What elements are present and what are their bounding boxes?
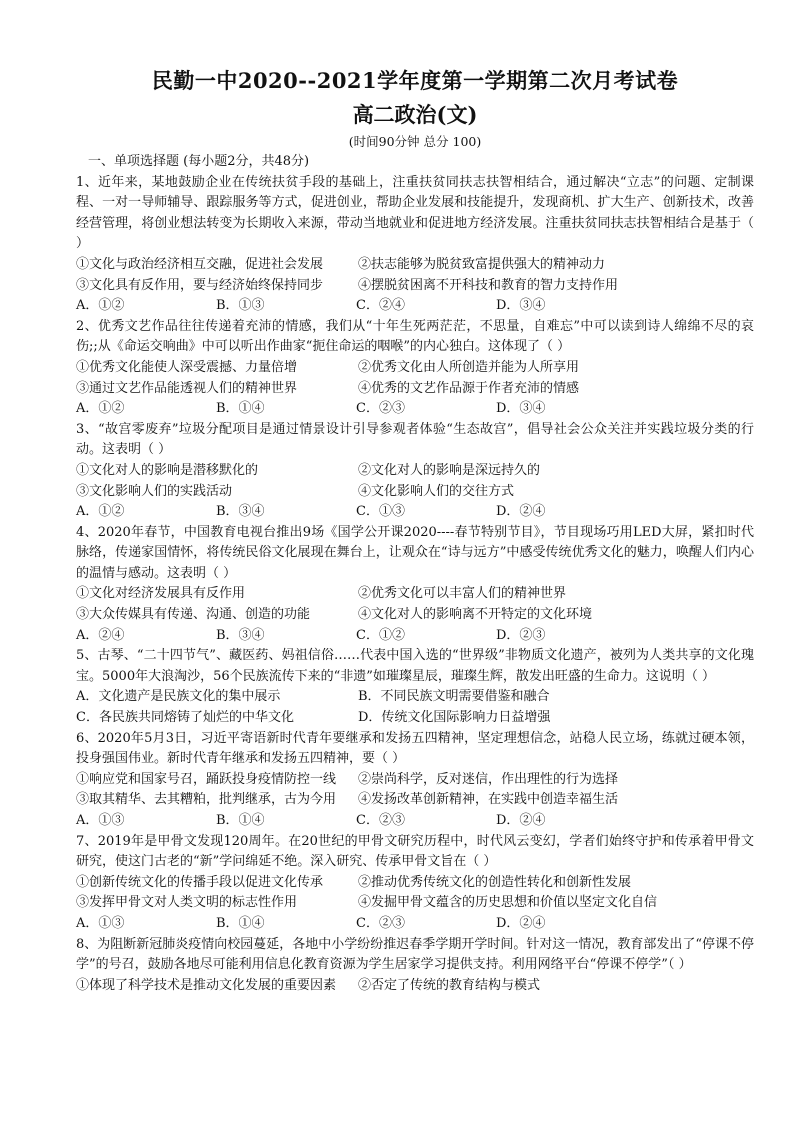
answer-choice: C．②③	[356, 813, 405, 828]
option: A．文化遗产是民族文化的集中展示	[76, 689, 281, 705]
question-stem: 1、近年来，某地鼓励企业在传统扶贫手段的基础上，注重扶贫同扶志扶智相结合，通过解决“立志”的问题、定制课程、一对一导师辅导、跟踪服务等方式，促进创业，帮助企业发展和技能提升，发现商机、扩大生产、创新技术，改善经营管理，将创业想法转变为长期收入来源，带动当地就业和促进地方经济发展。注重扶贫同扶志扶智相结合是基于（ ）	[76, 174, 754, 252]
option-row	[76, 976, 754, 997]
option: ④文化对人的影响离不开特定的文化环境	[358, 607, 593, 623]
answer-choice: B．①④	[216, 401, 265, 417]
option: ②推动优秀传统文化的创造性转化和创新性发展	[358, 874, 632, 890]
option-row	[76, 358, 754, 379]
option: B．不同民族文明需要借鉴和融合	[358, 689, 550, 705]
answer-choice: C．②③	[356, 915, 405, 931]
exam-subtitle: 高二政治(文)	[352, 102, 478, 127]
option-row	[76, 893, 754, 914]
option: ①文化与政治经济相互交融，促进社会发展	[76, 256, 324, 272]
answer-row	[76, 914, 754, 935]
answer-choice: A．①③	[76, 915, 125, 931]
option: ①文化对经济发展具有反作用	[76, 586, 246, 602]
answer-row	[76, 626, 754, 647]
answer-choice: C．①③	[356, 504, 405, 520]
option-row	[76, 276, 754, 297]
question-stem: 4、2020年春节，中国教育电视台推出9场《国学公开课2020----春节特别节目》，节目现场巧用LED大屏，紧扣时代脉络，传递家国情怀，将传统民俗文化展现在舞台上，让观众在“诗与远方”中感受传统优秀文化的魅力，唤醒人们内心的温情与感动。这表明（ ）	[76, 524, 754, 581]
answer-choice: B．③④	[216, 504, 265, 520]
option: ②否定了传统的教育结构与模式	[358, 977, 541, 993]
answer-choice: D．②③	[496, 627, 546, 643]
exam-meta: (时间90分钟 总分 100)	[348, 134, 482, 149]
question-stem: 2、优秀文艺作品往往传递着充沛的情感，我们从“十年生死两茫茫，不思量，自难忘”中可以读到诗人绵绵不尽的哀伤;;从《命运交响曲》中可以听出作曲家“扼住命运的咽喉”的内心独白。这体现了（ ）	[76, 318, 754, 355]
answer-row	[76, 502, 754, 523]
option-row	[76, 461, 754, 482]
option: ④发扬改革创新精神，在实践中创造幸福生活	[358, 792, 619, 808]
exam-title: 民勤一中2020--2021学年度第一学期第二次月考试卷	[151, 68, 679, 93]
option: ③大众传媒具有传递、沟通、创造的功能	[76, 607, 311, 623]
option-row	[76, 790, 754, 811]
question-stem: 3、“故宫零废弃”垃圾分配项目是通过情景设计引导参观者体验“生态故宫”，倡导社会公众关注并实践垃圾分类的行动。这表明（ ）	[76, 421, 754, 458]
option-row	[76, 379, 754, 400]
question-stem: 6、2020年5月3日，习近平寄语新时代青年要继承和发扬五四精神，坚定理想信念，站稳人民立场，练就过硬本领，投身强国伟业。新时代青年继承和发扬五四精神，要（ ）	[76, 730, 754, 767]
option: ②扶志能够为脱贫致富提供强大的精神动力	[358, 256, 606, 272]
answer-row	[76, 399, 754, 420]
option: ④发掘甲骨文蕴含的历史思想和价值以坚定文化自信	[358, 895, 658, 911]
option: ③文化影响人们的实践活动	[76, 483, 233, 499]
option-row	[76, 605, 754, 626]
question-stem: 5、古琴、“二十四节气”、藏医药、妈祖信俗……代表中国入选的“世界级”非物质文化遗产，被列为人类共享的文化瑰宝。5000年大浪淘沙，56个民族流传下来的“非遗”如璀璨星辰，璀璨生辉，散发出旺盛的生命力。这说明（ ）	[76, 648, 754, 684]
answer-choice: B．①③	[216, 298, 265, 314]
option-row	[76, 584, 754, 605]
answer-choice: A．①②	[76, 504, 125, 520]
option: ④文化影响人们的交往方式	[358, 483, 515, 499]
option: ①响应党和国家号召，踊跃投身疫情防控一线	[76, 771, 337, 787]
option-row	[76, 708, 754, 729]
answer-choice: D．③④	[496, 401, 546, 417]
option-row	[76, 687, 754, 708]
answer-choice: D．②④	[496, 504, 546, 520]
option: ④优秀的文艺作品源于作者充沛的情感	[358, 380, 580, 396]
answer-row	[76, 296, 754, 317]
option: ①文化对人的影响是潜移默化的	[76, 462, 259, 478]
option-row	[76, 255, 754, 276]
option: ②优秀文化由人所创造并能为人所享用	[358, 359, 580, 375]
answer-choice: C．①②	[356, 627, 405, 643]
question-stem: 7、2019年是甲骨文发现120周年。在20世纪的甲骨文研究历程中，时代风云变幻，学者们始终守护和传承着甲骨文研究，使这门古老的“新”学问绵延不绝。深入研究、传承甲骨文旨在（ ）	[76, 833, 754, 870]
answer-choice: C．②④	[356, 298, 405, 314]
answer-row	[76, 811, 754, 832]
answer-choice: A．①②	[76, 401, 125, 417]
option: ③通过文艺作品能透视人们的精神世界	[76, 380, 298, 396]
option-row	[76, 873, 754, 894]
answer-choice: B．①④	[216, 813, 265, 828]
option-row	[76, 482, 754, 503]
answer-choice: A．②④	[76, 627, 125, 643]
answer-choice: B．③④	[216, 627, 265, 643]
answer-choice: C．②③	[356, 401, 405, 417]
option: ③文化具有反作用，要与经济始终保持同步	[76, 277, 324, 293]
option: ④摆脱贫困离不开科技和教育的智力支持作用	[358, 277, 619, 293]
option: D．传统文化国际影响力日益增强	[358, 710, 551, 726]
answer-choice: D．③④	[496, 298, 546, 314]
answer-choice: A．①③	[76, 813, 125, 828]
option: ①优秀文化能使人深受震撼、力量倍增	[76, 359, 298, 375]
answer-choice: A．①②	[76, 298, 125, 314]
option: ③发挥甲骨文对人类文明的标志性作用	[76, 895, 298, 911]
option: ③取其精华、去其糟粕，批判继承，古为今用	[76, 792, 337, 808]
option: ②崇尚科学，反对迷信，作出理性的行为选择	[358, 771, 619, 787]
answer-choice: D．②④	[496, 813, 546, 828]
option: ①体现了科学技术是推动文化发展的重要因素	[76, 977, 337, 993]
option: ②优秀文化可以丰富人们的精神世界	[358, 586, 567, 602]
option: C．各民族共同熔铸了灿烂的中华文化	[76, 710, 294, 726]
answer-choice: D．②④	[496, 915, 546, 931]
option: ①创新传统文化的传播手段以促进文化传承	[76, 874, 324, 890]
option: ②文化对人的影响是深远持久的	[358, 462, 541, 478]
option-row	[76, 770, 754, 791]
question-stem: 8、为阻断新冠肺炎疫情向校园蔓延，各地中小学纷纷推迟春季学期开学时间。针对这一情况，教育部发出了“停课不停学”的号召，鼓励各地尽可能利用信息化教育资源为学生居家学习提供支持。利用网络平台“停课不停学”（ ）	[76, 936, 754, 973]
section-heading: 一、单项选择题 (每小题2分，共48分)	[88, 154, 310, 169]
answer-choice: B．①④	[216, 915, 265, 931]
